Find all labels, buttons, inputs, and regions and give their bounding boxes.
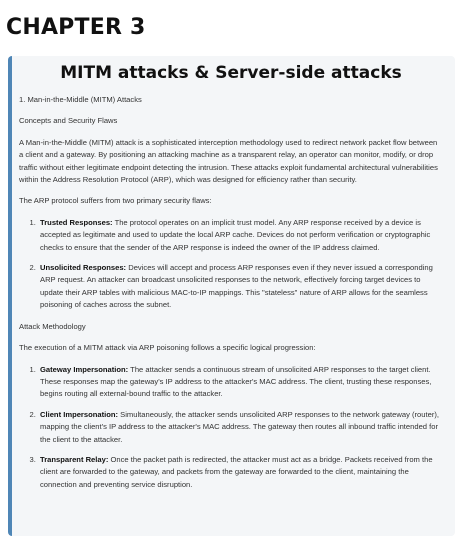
- card-title: MITM attacks & Server-side attacks: [60, 63, 402, 83]
- item-term: Transparent Relay:: [40, 454, 109, 464]
- section-number: 1. Man-in-the-Middle (MITM) Attacks: [19, 95, 142, 104]
- item-term: Trusted Responses:: [40, 217, 113, 227]
- list-item: [38, 262, 443, 312]
- flaws-list: [19, 217, 443, 312]
- methodology-heading: Attack Methodology: [19, 321, 86, 331]
- item-text: The protocol operates on an implicit trust model. Any ARP response received by a device is accepted as legitimate and used to update the local ARP cache. Devices do not perform verification or cryptographic checks to ensure that the sender of the ARP response is indeed the owner of the IP address claimed.: [40, 217, 431, 252]
- list-item: [38, 409, 443, 446]
- list-item: [38, 364, 443, 401]
- subheading: Concepts and Security Flaws: [19, 116, 118, 126]
- item-term: Gateway Impersonation:: [40, 364, 129, 374]
- intro-paragraph: A Man-in-the-Middle (MITM) attack is a sophisticated interception methodology used to redirect network packet flow between a client and a gateway. By positioning an attacking machine as a transparent relay, an operator can monitor, modify, or drop traffic without either legitimate endpoint detecting the intrusion. These attacks exploit fundamental architectural vulnerabilities within the Address Resolution Protocol (ARP), which was designed for efficiency rather than security.: [19, 137, 438, 185]
- item-text: Devices will accept and process ARP responses even if they never issued a corresponding ARP request. An attacker can broadcast unsolicited responses to the network, effectively forcing target devices to update their ARP tables with malicious MAC-to-IP mappings. This "stateless" nature of ARP allows for the seamless poisoning of caches across the subnet.: [40, 263, 433, 310]
- item-text: Simultaneously, the attacker sends unsolicited ARP responses to the network gateway (router), mapping the client's IP address to the attacker's MAC address. The gateway then routes all inbound traffic intended for the client to the attacker.: [40, 409, 439, 444]
- flaws-lead: The ARP protocol suffers from two primary security flaws:: [19, 196, 212, 206]
- steps-list: [19, 364, 443, 492]
- item-term: Unsolicited Responses:: [40, 263, 127, 273]
- methodology-lead: The execution of a MITM attack via ARP poisoning follows a specific logical progression:: [19, 343, 316, 353]
- chapter-heading: CHAPTER 3: [6, 15, 146, 40]
- item-term: Client Impersonation:: [40, 409, 119, 419]
- item-text: Once the packet path is redirected, the attacker must act as a bridge. Packets received from the client are forwarded to the gateway, and packets from the gateway are forwarded to the client, maintaining the connection and preventing service disruption.: [40, 454, 433, 489]
- item-text: The attacker sends a continuous stream of unsolicited ARP responses to the target client. These responses map the gateway's IP address to the attacker's MAC address. The client, trusting these responses, begins routing all external-bound traffic to the attacker.: [40, 364, 432, 399]
- content-card: [8, 56, 455, 536]
- list-item: [38, 217, 443, 254]
- list-item: [38, 454, 443, 491]
